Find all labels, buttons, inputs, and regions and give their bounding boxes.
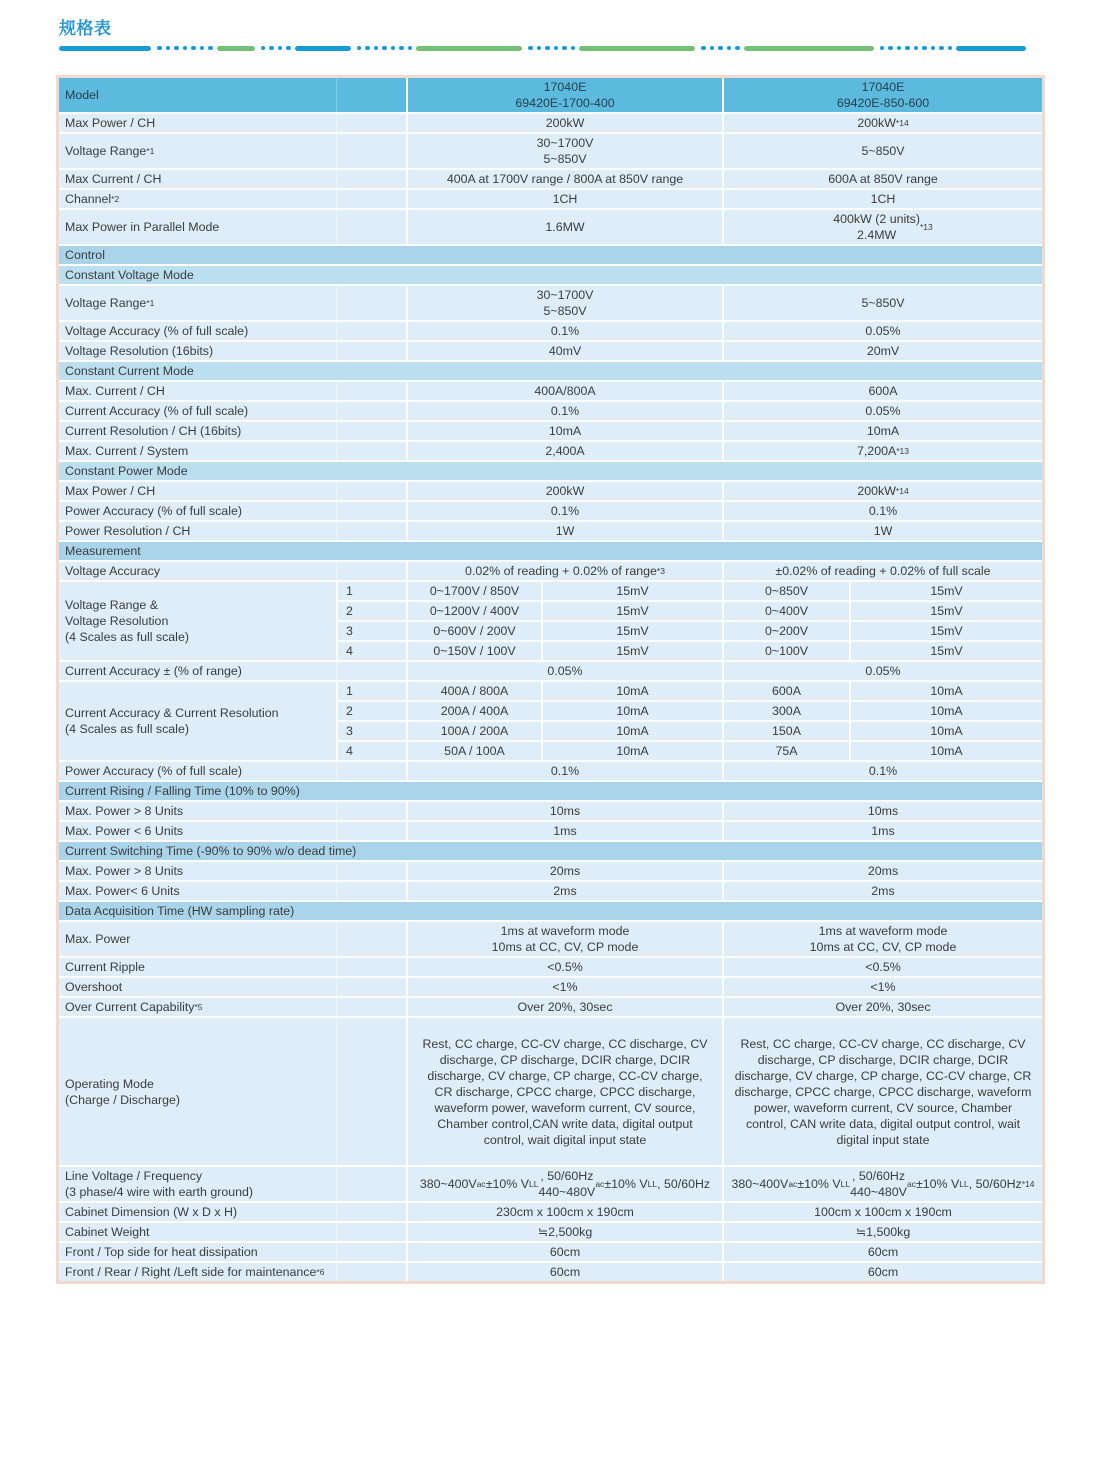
spec-value: Rest, CC charge, CC-CV charge, CC discharge, CV discharge, CP discharge, DCIR charge, DCIR discharge, CV charge, CP charge, CC-CV charge, CR discharge, CPCC charge, CPCC discharge, waveform power, waveform current, CV source, Chamber control,CAN write data, digital output control, wait digital input state xyxy=(408,1018,722,1165)
page-title: 规格表 xyxy=(59,19,112,38)
spec-value: 15mV xyxy=(543,642,722,660)
spec-value: <0.5% xyxy=(408,958,722,976)
spec-value: 200A / 400A xyxy=(408,702,541,720)
spec-value: <0.5% xyxy=(724,958,1042,976)
spec-value: 10mA xyxy=(543,722,722,740)
divider-dot xyxy=(365,46,370,51)
scale-number: 3 xyxy=(338,722,406,740)
spec-value: 30~1700V 5~850V xyxy=(408,134,722,168)
spec-value: 380~400V ac ±10% V LL , 50/60Hz 440~480V ac ±10% V LL , 50/60Hz xyxy=(408,1167,722,1201)
spec-value: 10ms xyxy=(408,802,722,820)
spec-value: 200kW *14 xyxy=(724,482,1042,500)
spec-label: Over Current Capability *5 xyxy=(59,998,406,1016)
divider-dot xyxy=(545,46,550,51)
spec-value: Over 20%, 30sec xyxy=(724,998,1042,1016)
spec-value: 20mV xyxy=(724,342,1042,360)
scale-number: 3 xyxy=(338,622,406,640)
spec-value: 15mV xyxy=(851,602,1042,620)
spec-value: 600A xyxy=(724,382,1042,400)
spec-value: 400A/800A xyxy=(408,382,722,400)
model-col1: 17040E 69420E-1700-400 xyxy=(408,78,722,112)
spec-label: Current Accuracy (% of full scale) xyxy=(59,402,406,420)
spec-value: 15mV xyxy=(543,582,722,600)
divider-dot xyxy=(374,46,379,51)
spec-value: 1ms at waveform mode 10ms at CC, CV, CP mode xyxy=(408,922,722,956)
spec-label: Front / Rear / Right /Left side for maintenance *6 xyxy=(59,1263,406,1281)
divider-dot xyxy=(718,46,723,51)
spec-value: 100cm x 100cm x 190cm xyxy=(724,1203,1042,1221)
spec-value: 10mA xyxy=(851,682,1042,700)
spec-value: 40mV xyxy=(408,342,722,360)
spec-value: ≒1,500kg xyxy=(724,1223,1042,1241)
spec-value: 400A at 1700V range / 800A at 850V range xyxy=(408,170,722,188)
spec-label: Power Resolution / CH xyxy=(59,522,406,540)
spec-value: 10mA xyxy=(543,742,722,760)
divider-dot xyxy=(710,46,715,51)
model-col2: 17040E 69420E-850-600 xyxy=(724,78,1042,112)
spec-value: 7,200A *13 xyxy=(724,442,1042,460)
spec-value: 100A / 200A xyxy=(408,722,541,740)
section-header: Control xyxy=(59,246,1042,264)
spec-value: 200kW *14 xyxy=(724,114,1042,132)
divider-dot xyxy=(562,46,567,51)
spec-value: 2,400A xyxy=(408,442,722,460)
section-header: Data Acquisition Time (HW sampling rate) xyxy=(59,902,1042,920)
spec-value: 1W xyxy=(408,522,722,540)
spec-label: Max Current / CH xyxy=(59,170,406,188)
divider-dash xyxy=(295,46,351,51)
divider-dot xyxy=(391,46,396,51)
spec-label: Power Accuracy (% of full scale) xyxy=(59,762,406,780)
spec-value: 10mA xyxy=(543,702,722,720)
spec-value: 0.1% xyxy=(408,402,722,420)
spec-label: Max. Power xyxy=(59,922,406,956)
divider-dot xyxy=(735,46,740,51)
spec-label: Current Accuracy & Current Resolution (4 Scales as full scale) xyxy=(59,682,336,760)
spec-value: <1% xyxy=(724,978,1042,996)
divider-dot xyxy=(408,46,413,51)
spec-value: 10mA xyxy=(851,742,1042,760)
divider-dot xyxy=(399,46,404,51)
subsection-header: Constant Voltage Mode xyxy=(59,266,1042,284)
spec-value: 50A / 100A xyxy=(408,742,541,760)
spec-label: Max. Power < 6 Units xyxy=(59,822,406,840)
spec-label: Voltage Range & Voltage Resolution (4 Scales as full scale) xyxy=(59,582,336,660)
spec-label: Max. Power > 8 Units xyxy=(59,862,406,880)
divider-dash xyxy=(579,46,695,51)
spec-label: Current Accuracy ± (% of range) xyxy=(59,662,406,680)
spec-value: 1CH xyxy=(724,190,1042,208)
spec-label: Channel *2 xyxy=(59,190,406,208)
spec-value: 30~1700V 5~850V xyxy=(408,286,722,320)
divider-dot xyxy=(261,46,266,51)
divider-dot xyxy=(166,46,171,51)
spec-value: 10mA xyxy=(408,422,722,440)
spec-label: Max. Current / CH xyxy=(59,382,406,400)
spec-value: Over 20%, 30sec xyxy=(408,998,722,1016)
spec-value: 150A xyxy=(724,722,849,740)
spec-value: 300A xyxy=(724,702,849,720)
section-header: Measurement xyxy=(59,542,1042,560)
spec-value: 20ms xyxy=(408,862,722,880)
divider-dot xyxy=(286,46,291,51)
divider-dot xyxy=(382,46,387,51)
spec-value: 1ms xyxy=(724,822,1042,840)
spec-value: 0.1% xyxy=(408,322,722,340)
divider-dash xyxy=(59,46,151,51)
divider-dot xyxy=(174,46,179,51)
spec-table xyxy=(56,75,1045,1284)
spec-value: 200kW xyxy=(408,482,722,500)
divider-dot xyxy=(914,46,919,51)
spec-value: 5~850V xyxy=(724,286,1042,320)
divider-dot xyxy=(208,46,213,51)
divider-dash xyxy=(416,46,522,51)
spec-value: 0~100V xyxy=(724,642,849,660)
spec-label: Max. Current / System xyxy=(59,442,406,460)
spec-value: 60cm xyxy=(408,1243,722,1261)
spec-label: Power Accuracy (% of full scale) xyxy=(59,502,406,520)
spec-value: 600A at 850V range xyxy=(724,170,1042,188)
spec-value: 10mA xyxy=(851,702,1042,720)
spec-value: 0~1200V / 400V xyxy=(408,602,541,620)
divider-dot xyxy=(727,46,732,51)
divider-dot xyxy=(948,46,953,51)
spec-value: 0.1% xyxy=(724,502,1042,520)
section-header: Current Switching Time (-90% to 90% w/o dead time) xyxy=(59,842,1042,860)
spec-value: 60cm xyxy=(724,1243,1042,1261)
scale-number: 1 xyxy=(338,682,406,700)
decorative-divider xyxy=(59,45,1047,51)
spec-value: 1ms at waveform mode 10ms at CC, CV, CP mode xyxy=(724,922,1042,956)
spec-label: Line Voltage / Frequency (3 phase/4 wire with earth ground) xyxy=(59,1167,406,1201)
spec-value: 0.05% xyxy=(724,662,1042,680)
spec-value: 0~850V xyxy=(724,582,849,600)
divider-dot xyxy=(571,46,576,51)
scale-number: 4 xyxy=(338,642,406,660)
divider-dot xyxy=(157,46,162,51)
spec-label: Operating Mode (Charge / Discharge) xyxy=(59,1018,406,1165)
spec-label: Current Resolution / CH (16bits) xyxy=(59,422,406,440)
spec-label: Max Power in Parallel Mode xyxy=(59,210,406,244)
spec-value: 10mA xyxy=(724,422,1042,440)
spec-value: 15mV xyxy=(543,622,722,640)
spec-label: Max Power / CH xyxy=(59,114,406,132)
spec-value: 1W xyxy=(724,522,1042,540)
spec-value: 20ms xyxy=(724,862,1042,880)
subsection-header: Constant Current Mode xyxy=(59,362,1042,380)
spec-value: 5~850V xyxy=(724,134,1042,168)
scale-number: 1 xyxy=(338,582,406,600)
spec-label: Voltage Accuracy xyxy=(59,562,406,580)
divider-dot xyxy=(269,46,274,51)
divider-dash xyxy=(956,46,1026,51)
divider-dot xyxy=(897,46,902,51)
spec-label: Front / Top side for heat dissipation xyxy=(59,1243,406,1261)
divider-dash xyxy=(744,46,874,51)
spec-value: 0~1700V / 850V xyxy=(408,582,541,600)
spec-label: Max Power / CH xyxy=(59,482,406,500)
divider-dot xyxy=(200,46,205,51)
scale-number: 2 xyxy=(338,702,406,720)
divider-dot xyxy=(554,46,559,51)
spec-value: 0~150V / 100V xyxy=(408,642,541,660)
divider-dot xyxy=(357,46,362,51)
divider-dot xyxy=(278,46,283,51)
spec-label: Current Ripple xyxy=(59,958,406,976)
spec-value: 1.6MW xyxy=(408,210,722,244)
spec-label: Voltage Accuracy (% of full scale) xyxy=(59,322,406,340)
subsection-header: Constant Power Mode xyxy=(59,462,1042,480)
spec-value: 0.05% xyxy=(724,402,1042,420)
spec-value: 2ms xyxy=(724,882,1042,900)
spec-value: 0~600V / 200V xyxy=(408,622,541,640)
spec-label: Voltage Range *1 xyxy=(59,286,406,320)
divider-dot xyxy=(880,46,885,51)
spec-value: 15mV xyxy=(851,582,1042,600)
spec-value: 400kW (2 units) 2.4MW *13 xyxy=(724,210,1042,244)
model-label: Model xyxy=(59,78,406,112)
divider-dot xyxy=(888,46,893,51)
divider-dot xyxy=(905,46,910,51)
spec-value: <1% xyxy=(408,978,722,996)
divider-dot xyxy=(537,46,542,51)
spec-label: Voltage Range *1 xyxy=(59,134,406,168)
spec-value: 0.05% xyxy=(724,322,1042,340)
spec-value: 10mA xyxy=(851,722,1042,740)
spec-value: 1CH xyxy=(408,190,722,208)
divider-dash xyxy=(217,46,255,51)
divider-dot xyxy=(191,46,196,51)
divider-dot xyxy=(931,46,936,51)
section-header: Current Rising / Falling Time (10% to 90%) xyxy=(59,782,1042,800)
spec-value: 0~200V xyxy=(724,622,849,640)
spec-value: ±0.02% of reading + 0.02% of full scale xyxy=(724,562,1042,580)
spec-value: 60cm xyxy=(724,1263,1042,1281)
divider-dot xyxy=(922,46,927,51)
spec-value: 0.02% of reading + 0.02% of range *3 xyxy=(408,562,722,580)
divider-dot xyxy=(528,46,533,51)
spec-value: 10mA xyxy=(543,682,722,700)
spec-value: 1ms xyxy=(408,822,722,840)
spec-value: 0.05% xyxy=(408,662,722,680)
spec-label: Max. Power< 6 Units xyxy=(59,882,406,900)
spec-value: 0.1% xyxy=(408,762,722,780)
spec-value: 400A / 800A xyxy=(408,682,541,700)
spec-value: ≒2,500kg xyxy=(408,1223,722,1241)
spec-label: Cabinet Dimension (W x D x H) xyxy=(59,1203,406,1221)
scale-number: 2 xyxy=(338,602,406,620)
spec-value: 0.1% xyxy=(408,502,722,520)
scale-number: 4 xyxy=(338,742,406,760)
spec-value: 10ms xyxy=(724,802,1042,820)
spec-label: Voltage Resolution (16bits) xyxy=(59,342,406,360)
spec-value: 15mV xyxy=(543,602,722,620)
spec-value: 60cm xyxy=(408,1263,722,1281)
spec-value: 380~400V ac ±10% V LL , 50/60Hz 440~480V ac ±10% V LL , 50/60Hz *14 xyxy=(724,1167,1042,1201)
spec-label: Max. Power > 8 Units xyxy=(59,802,406,820)
spec-value: 2ms xyxy=(408,882,722,900)
spec-label: Overshoot xyxy=(59,978,406,996)
spec-value: Rest, CC charge, CC-CV charge, CC discharge, CV discharge, CP discharge, DCIR charge, DCIR discharge, CV charge, CP charge, CC-CV charge, CR discharge, CPCC charge, CPCC discharge, waveform power, waveform current, CV source, Chamber control, CAN write data, digital output control, wait digital input state xyxy=(724,1018,1042,1165)
spec-label: Cabinet Weight xyxy=(59,1223,406,1241)
divider-dot xyxy=(939,46,944,51)
divider-dot xyxy=(701,46,706,51)
spec-value: 230cm x 100cm x 190cm xyxy=(408,1203,722,1221)
spec-value: 200kW xyxy=(408,114,722,132)
spec-value: 15mV xyxy=(851,642,1042,660)
spec-value: 600A xyxy=(724,682,849,700)
spec-value: 0~400V xyxy=(724,602,849,620)
spec-value: 15mV xyxy=(851,622,1042,640)
divider-dot xyxy=(183,46,188,51)
spec-value: 75A xyxy=(724,742,849,760)
spec-value: 0.1% xyxy=(724,762,1042,780)
